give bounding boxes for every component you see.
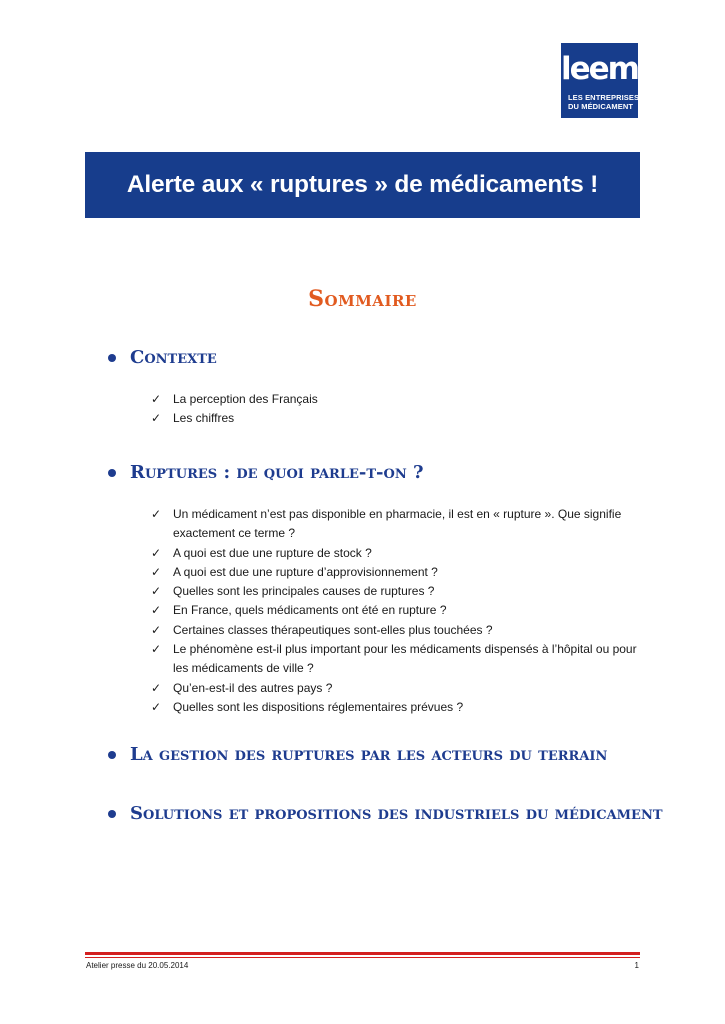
checkmark-icon: ✓	[151, 680, 162, 695]
checkmark-icon: ✓	[151, 622, 162, 637]
checkmark-icon: ✓	[151, 642, 162, 657]
section-heading-gestion	[108, 744, 607, 765]
section-heading-ruptures	[108, 462, 424, 483]
bullet-icon	[108, 469, 116, 477]
checkmark-icon: ✓	[151, 392, 162, 406]
logo-word: leem	[561, 51, 638, 87]
section-heading-text: La gestion des ruptures par les acteurs du terrain	[130, 744, 608, 765]
list-item	[151, 409, 631, 428]
bullet-icon	[108, 810, 116, 818]
list-item	[151, 621, 646, 640]
list-item-text: A quoi est due une rupture d’approvisionnement ?	[173, 564, 438, 579]
list-item-text: Certaines classes thérapeutiques sont-elles plus touchées ?	[173, 622, 493, 637]
section-heading-solutions	[108, 803, 663, 824]
checkmark-icon: ✓	[151, 564, 162, 579]
page-title: Alerte aux « ruptures » de médicaments !	[126, 171, 599, 198]
list-item-text: Qu’en-est-il des autres pays ?	[173, 680, 333, 695]
list-item-text: Quelles sont les principales causes de ruptures ?	[173, 584, 435, 599]
logo-subtitle-line2: DU MÉDICAMENT	[568, 102, 634, 111]
checkmark-icon: ✓	[151, 411, 162, 426]
section-heading-text: Contexte	[130, 347, 217, 368]
list-item-text: En France, quels médicaments ont été en rupture ?	[173, 603, 447, 618]
checkmark-icon: ✓	[151, 584, 162, 599]
footer-divider-thin	[85, 957, 640, 958]
logo-subtitle-line1: LES ENTREPRISES	[568, 93, 640, 102]
summary-heading: Sommaire	[308, 286, 417, 312]
title-banner	[85, 152, 640, 218]
section-heading-text: Ruptures : de quoi parle-t-on ?	[130, 462, 424, 483]
list-item-text: Un médicament n’est pas disponible en pharmacie, il est en « rupture ». Que signifie exactement ce terme ?	[173, 507, 622, 541]
section-heading-text: Solutions et propositions des industriels du médicament	[130, 803, 663, 824]
list-item	[151, 679, 646, 698]
checkmark-icon: ✓	[151, 603, 162, 618]
footer-divider	[85, 952, 640, 955]
bullet-icon	[108, 354, 116, 362]
list-item	[151, 390, 631, 409]
list-item	[151, 601, 646, 620]
leem-logo	[561, 43, 638, 118]
section-items-contexte	[151, 390, 631, 429]
list-item-text: A quoi est due une rupture de stock ?	[173, 545, 372, 560]
footer-text: Atelier presse du 20.05.2014	[86, 961, 189, 970]
page-number: 1	[634, 961, 639, 970]
list-item	[151, 582, 646, 601]
list-item	[151, 698, 646, 717]
checkmark-icon: ✓	[151, 699, 162, 714]
list-item	[151, 563, 646, 582]
list-item-text: Quelles sont les dispositions réglementaires prévues ?	[173, 699, 464, 714]
list-item-text: Les chiffres	[173, 411, 235, 426]
list-item	[151, 544, 646, 563]
logo-subtitle	[568, 93, 639, 111]
section-items-ruptures	[151, 505, 646, 717]
list-item	[151, 505, 646, 544]
list-item-text: Le phénomène est-il plus important pour les médicaments dispensés à l’hôpital ou pour les médicaments de ville ?	[173, 642, 637, 676]
checkmark-icon: ✓	[151, 545, 162, 560]
section-heading-contexte	[108, 347, 217, 368]
list-item	[151, 640, 646, 679]
bullet-icon	[108, 751, 116, 759]
checkmark-icon: ✓	[151, 507, 162, 521]
list-item-text: La perception des Français	[173, 392, 318, 406]
